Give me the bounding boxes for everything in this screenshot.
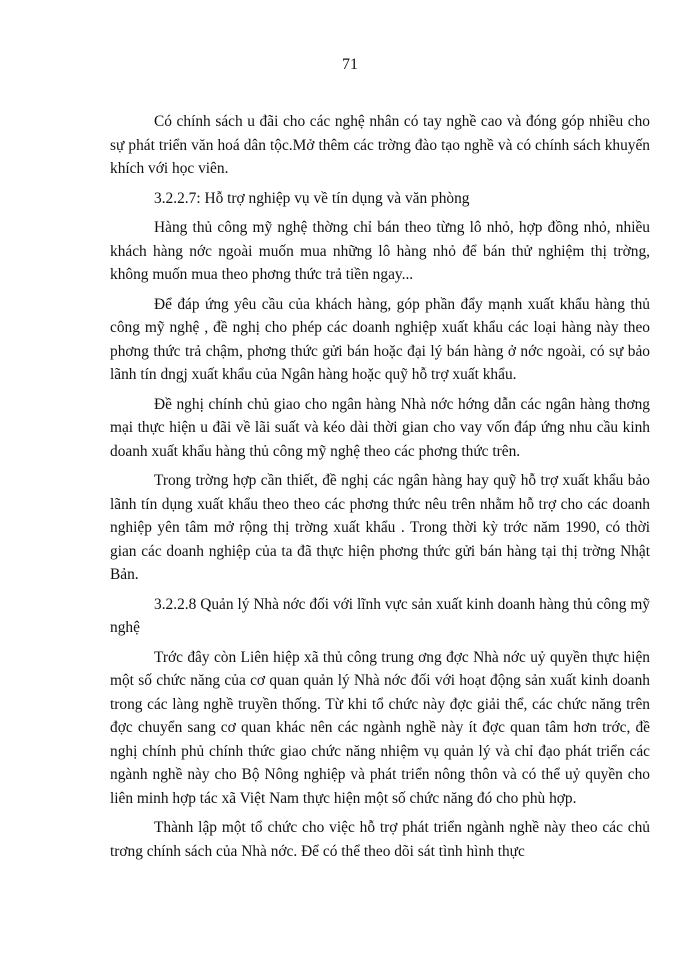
page-number: 71 [342,56,358,73]
document-body [110,110,650,869]
section-heading-3-2-2-8: 3.2.2.8 Quản lý Nhà nớc đối với lĩnh vực sản xuất kinh doanh hàng thủ công mỹ nghệ [110,595,650,636]
paragraph-credit-guarantee: Trong trờng hợp cần thiết, đề nghị các ngân hàng hay quỹ hỗ trợ xuất khẩu bảo lãnh tín dụng xuất khẩu theo theo các phơng thức nêu trên nhằm hỗ trợ cho các doanh nghiệp yên tâm mở rộng thị trờng xuất khẩu . Trong thời kỳ trớc năm 1990, có thời gian các doanh nghiệp của ta đã thực hiện phơng thức gửi bán hàng tại thị trờng Nhật Bản. [110,472,650,583]
section-heading-3-2-2-7: 3.2.2.7: Hỗ trợ nghiệp vụ về tín dụng và văn phòng [154,189,470,207]
paragraph-incentives: Có chính sách u đãi cho các nghệ nhân có tay nghề cao và đóng góp nhiều cho sự phát triển văn hoá dân tộc.Mở thêm các trờng đào tạo nghề và có chính sách khuyến khích với học viên. [110,113,650,177]
paragraph-support-organization: Thành lập một tổ chức cho việc hỗ trợ phát triển ngành nghề này theo các chủ trơng chính sách của Nhà nớc. Để có thể theo dõi sát tình hình thực [110,819,650,860]
paragraph-state-management: Trớc đây còn Liên hiệp xã thủ công trung ơng đợc Nhà nớc uỷ quyền thực hiện một số chức năng của cơ quan quản lý Nhà nớc đối với hoạt động sản xuất kinh doanh trong các làng nghề truyền thống. Từ khi tổ chức này đợc giải thể, các chức năng trên đợc chuyển sang cơ quan khác nên các ngành nghề này ít đợc quan tâm hơn trớc, đề nghị chính phủ chính thức giao chức năng nhiệm vụ quản lý và chỉ đạo phát triển các ngành nghề này cho Bộ Nông nghiệp và phát triển nông thôn và có thể uỷ quyền cho liên minh hợp tác xã Việt Nam thực hiện một số chức năng đó cho phù hợp. [110,648,650,807]
paragraph-central-bank: Đề nghị chính chủ giao cho ngân hàng Nhà nớc hớng dẫn các ngân hàng thơng mại thực hiện u đãi về lãi suất và kéo dài thời gian cho vay vốn đáp ứng nhu cầu kinh doanh xuất khẩu hàng thủ công mỹ nghệ theo các phơng thức trên. [110,395,650,460]
paragraph-payment-methods: Để đáp ứng yêu cầu của khách hàng, góp phần đẩy mạnh xuất khẩu hàng thủ công mỹ nghệ , đề nghị cho phép các doanh nghiệp xuất khẩu các loại hàng này theo phơng thức trả chậm, phơng thức gửi bán hoặc đại lý bán hàng ở nớc ngoài, có sự bảo lãnh tín dngj xuất khẩu của Ngân hàng hoặc quỹ hỗ trợ xuất khẩu. [110,295,650,383]
paragraph-small-lots: Hàng thủ công mỹ nghệ thờng chỉ bán theo từng lô nhỏ, hợp đồng nhỏ, nhiều khách hàng nớc ngoài muốn mua những lô hàng nhỏ để bán thử nghiệm thị trờng, không muốn mua theo phơng thức trả tiền ngay... [110,219,650,283]
